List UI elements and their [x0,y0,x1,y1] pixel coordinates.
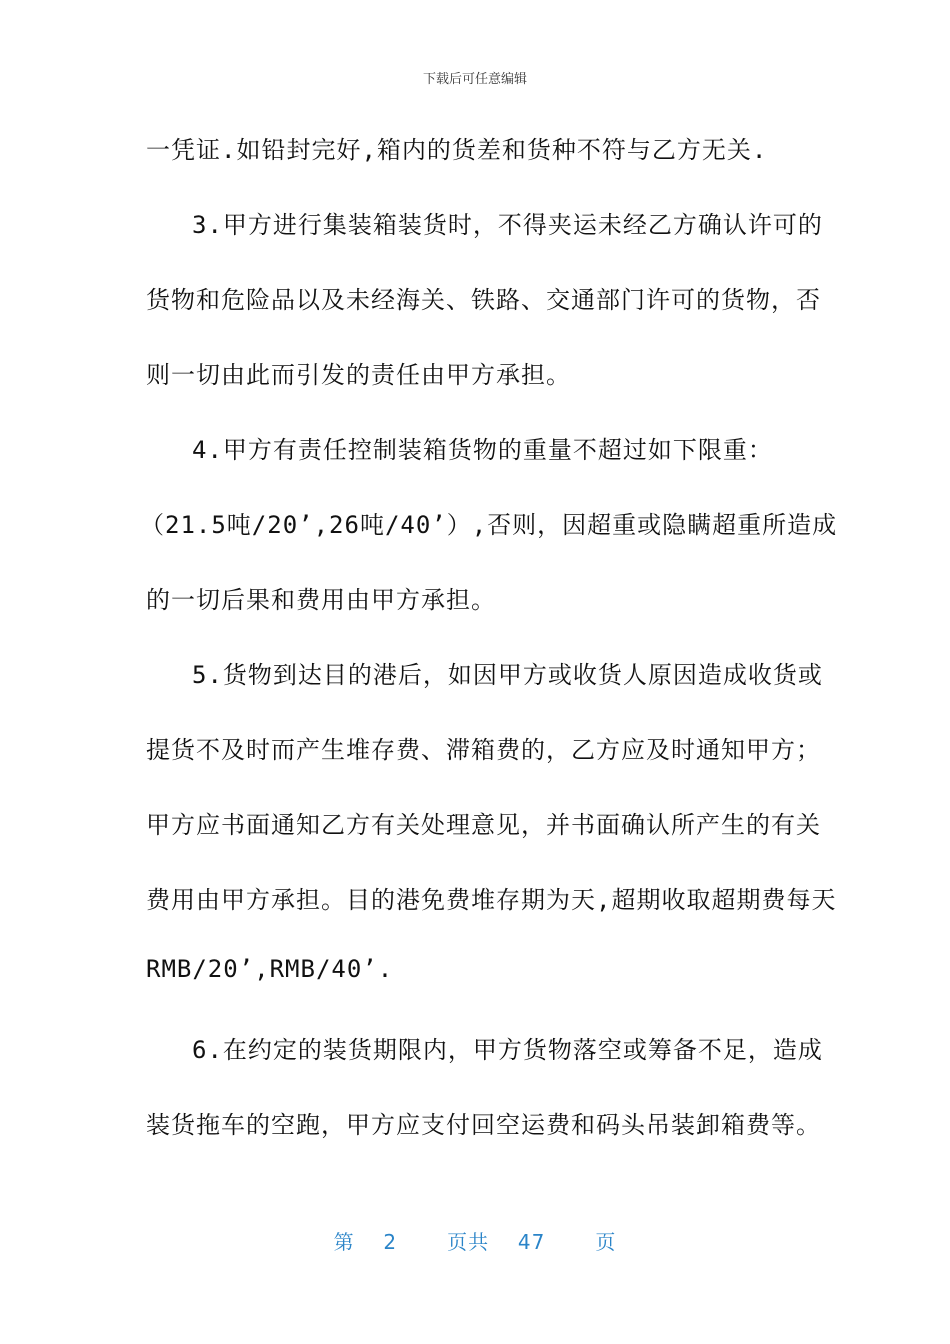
paragraph-line: 则一切由此而引发的责任由甲方承担。 [146,361,571,389]
footer-middle: 页共 [447,1230,490,1254]
footer-total-pages: 47 [517,1230,546,1254]
footer-suffix: 页 [595,1230,617,1254]
paragraph-line: 4.甲方有责任控制装箱货物的重量不超过如下限重： [192,436,773,464]
paragraph-line: 的一切后果和费用由甲方承担。 [146,586,496,614]
paragraph-line: 货物和危险品以及未经海关、铁路、交通部门许可的货物，否 [146,286,821,314]
paragraph-line: 提货不及时而产生堆存费、滞箱费的，乙方应及时通知甲方； [146,736,821,764]
paragraph-line: 费用由甲方承担。目的港免费堆存期为天,超期收取超期费每天 [146,886,837,914]
paragraph-line: 6.在约定的装货期限内，甲方货物落空或筹备不足，造成 [192,1036,823,1064]
paragraph-line: 一凭证.如铅封完好,箱内的货差和货种不符与乙方无关. [146,136,768,164]
footer-prefix: 第 [333,1230,355,1254]
paragraph-line: RMB/20’,RMB/40’. [146,955,394,983]
page-header-note: 下载后可任意编辑 [422,72,527,87]
page-footer [0,1226,950,1255]
footer-current-page: 2 [383,1230,398,1254]
paragraph-line: 甲方应书面通知乙方有关处理意见，并书面确认所产生的有关 [146,811,821,839]
paragraph-line: 装货拖车的空跑，甲方应支付回空运费和码头吊装卸箱费等。 [146,1111,821,1139]
paragraph-line: 3.甲方进行集装箱装货时，不得夹运未经乙方确认许可的 [192,211,823,239]
paragraph-line: （21.5吨/20’,26吨/40’）,否则，因超重或隐瞒超重所造成 [140,511,838,539]
paragraph-line: 5.货物到达目的港后，如因甲方或收货人原因造成收货或 [192,661,823,689]
